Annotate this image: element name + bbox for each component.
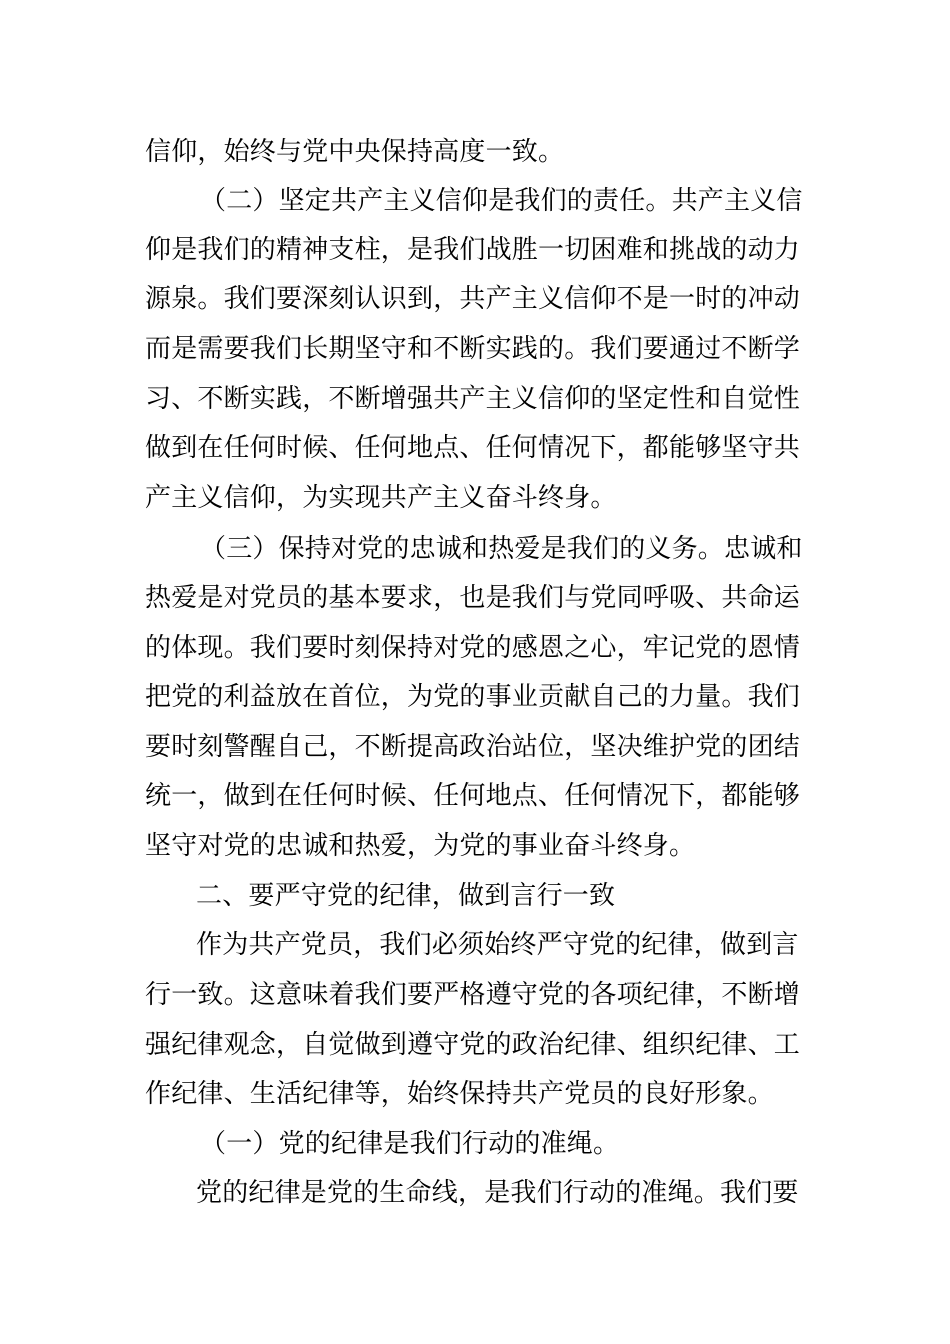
text-line: 产主义信仰，为实现共产主义奋斗终身。 [145, 483, 617, 513]
section-heading: （一）党的纪律是我们行动的准绳。 [200, 1129, 620, 1159]
text-line: 把党的利益放在首位，为党的事业贡献自己的力量。我们 [145, 682, 801, 712]
text-line: 统一，做到在任何时候、任何地点、任何情况下，都能够 [145, 781, 801, 811]
text-line: 信仰，始终与党中央保持高度一致。 [145, 137, 565, 167]
text-line: 仰是我们的精神支柱，是我们战胜一切困难和挑战的动力 [145, 235, 801, 265]
text-line: 坚守对党的忠诚和热爱，为党的事业奋斗终身。 [145, 831, 696, 861]
text-line: 做到在任何时候、任何地点、任何情况下，都能够坚守共 [145, 433, 801, 463]
text-line: 强纪律观念，自觉做到遵守党的政治纪律、组织纪律、工 [145, 1030, 801, 1060]
text-line: 的体现。我们要时刻保持对党的感恩之心，牢记党的恩情 [145, 633, 801, 663]
chapter-heading: 二、要严守党的纪律，做到言行一致 [196, 881, 616, 911]
text-line: 习、不断实践，不断增强共产主义信仰的坚定性和自觉性 [145, 384, 801, 414]
text-line: 源泉。我们要深刻认识到，共产主义信仰不是一时的冲动 [145, 284, 801, 314]
text-line: 而是需要我们长期坚守和不断实践的。我们要通过不断学 [145, 334, 801, 364]
text-line: 行一致。这意味着我们要严格遵守党的各项纪律，不断增 [145, 980, 801, 1010]
section-heading: （三）保持对党的忠诚和热爱是我们的义务。忠诚和 [200, 534, 803, 564]
text-line: 作为共产党员，我们必须始终严守党的纪律，做到言 [196, 930, 799, 960]
text-line: 热爱是对党员的基本要求，也是我们与党同呼吸、共命运 [145, 583, 801, 613]
text-line: 党的纪律是党的生命线，是我们行动的准绳。我们要 [196, 1178, 799, 1208]
section-heading: （二）坚定共产主义信仰是我们的责任。共产主义信 [200, 186, 803, 216]
text-line: 要时刻警醒自己，不断提高政治站位，坚决维护党的团结 [145, 732, 801, 762]
text-line: 作纪律、生活纪律等，始终保持共产党员的良好形象。 [145, 1079, 774, 1109]
